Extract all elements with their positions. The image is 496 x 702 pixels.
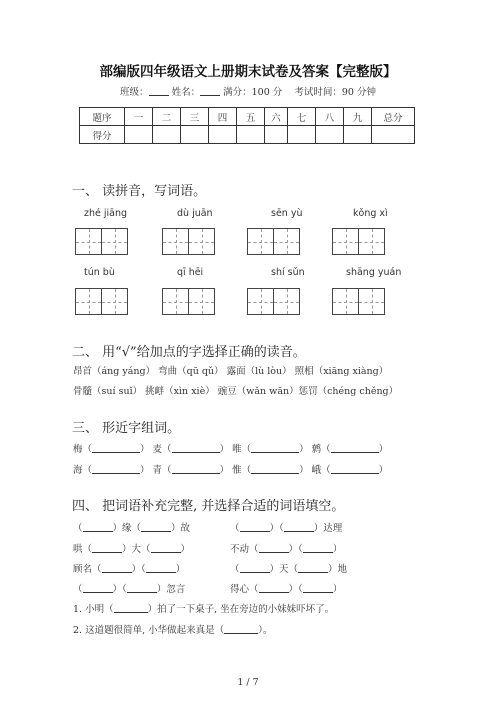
q4-text: ） bbox=[175, 564, 186, 575]
header-cell: 三 bbox=[181, 108, 209, 126]
pinyin: shí sǔn bbox=[271, 267, 305, 278]
q4-text: 哄（ bbox=[73, 544, 93, 555]
header-cell: 题序 bbox=[80, 108, 125, 126]
score-cell[interactable] bbox=[125, 126, 153, 144]
header-cell: 四 bbox=[209, 108, 237, 126]
name-label: 姓名： bbox=[171, 87, 201, 98]
writing-grid[interactable] bbox=[247, 228, 300, 255]
q4-text: ） bbox=[332, 584, 343, 595]
q4-item bbox=[73, 561, 185, 575]
q4-text: 得心（ bbox=[230, 584, 259, 595]
grid-cell[interactable] bbox=[358, 228, 385, 255]
q4-text: 2. 这道题很简单, 小华做起来真是（ bbox=[73, 625, 225, 636]
q4-text: ）天（ bbox=[269, 564, 299, 575]
grid-cell[interactable] bbox=[162, 228, 189, 255]
grid-cell[interactable] bbox=[162, 288, 189, 315]
q4-heading: 四、 把词语补充完整, 并选择合适的词语填空。 bbox=[72, 499, 345, 514]
q1-heading: 一、 读拼音，写词语。 bbox=[72, 184, 207, 199]
pinyin: shāng yuán bbox=[346, 267, 402, 278]
q4-text: （ bbox=[73, 584, 83, 595]
answer-blank[interactable] bbox=[146, 562, 176, 573]
header-cell: 六 bbox=[265, 108, 288, 126]
name-blank[interactable] bbox=[200, 85, 220, 96]
answer-blank[interactable] bbox=[114, 602, 148, 613]
q4-item bbox=[230, 581, 342, 595]
pinyin: kǒng xì bbox=[353, 208, 388, 219]
score-header-row bbox=[80, 108, 415, 126]
answer-blank[interactable] bbox=[259, 542, 289, 553]
q4-text: ）。 bbox=[258, 625, 273, 636]
q3-text: ） 青（ bbox=[140, 465, 172, 476]
answer-blank[interactable] bbox=[92, 463, 140, 474]
q4-text: ）拍了一下桌子, 坐在旁边的小妹妹吓坏了。 bbox=[147, 604, 335, 615]
q2-text: 骨 bbox=[73, 386, 83, 397]
q4-item bbox=[230, 520, 342, 534]
answer-blank[interactable] bbox=[240, 521, 270, 532]
q4-text: ）（ bbox=[269, 523, 284, 534]
answer-blank[interactable] bbox=[172, 442, 220, 453]
answer-blank[interactable] bbox=[102, 562, 132, 573]
answer-blank[interactable] bbox=[251, 442, 299, 453]
header-cell: 二 bbox=[153, 108, 181, 126]
answer-blank[interactable] bbox=[83, 582, 113, 593]
q4-text: ）故 bbox=[171, 523, 191, 534]
writing-grid[interactable] bbox=[75, 288, 128, 315]
score-cell[interactable] bbox=[237, 126, 265, 144]
exam-info bbox=[0, 84, 496, 98]
q4-item bbox=[73, 541, 190, 555]
score-cell[interactable] bbox=[153, 126, 181, 144]
score-table bbox=[79, 107, 415, 144]
q4-text: 不动（ bbox=[230, 544, 259, 555]
writing-grid[interactable] bbox=[332, 228, 385, 255]
full-score: 满分：100 分 bbox=[223, 87, 283, 98]
header-cell: 五 bbox=[237, 108, 265, 126]
q4-text: ）（ bbox=[131, 564, 146, 575]
grid-cell[interactable] bbox=[247, 288, 274, 315]
page-title: 部编版四年级语文上册期末试卷及答案【完整版】 bbox=[99, 64, 397, 80]
answer-blank[interactable] bbox=[92, 542, 122, 553]
score-cell[interactable] bbox=[344, 126, 372, 144]
q4-text: ） bbox=[332, 544, 343, 555]
answer-blank[interactable] bbox=[298, 562, 328, 573]
class-blank[interactable] bbox=[149, 85, 169, 96]
score-cell[interactable] bbox=[316, 126, 344, 144]
page-number: 1 / 7 bbox=[237, 677, 259, 688]
q2-line-2 bbox=[73, 383, 398, 397]
q4-item bbox=[73, 520, 190, 534]
q4-text: 1. 小明（ bbox=[73, 604, 114, 615]
q4-sentence-2 bbox=[73, 622, 272, 636]
answer-blank[interactable] bbox=[331, 442, 379, 453]
pinyin: zhé jiāng bbox=[84, 208, 128, 219]
q3-text: ） 麦（ bbox=[140, 444, 172, 455]
q3-text: 梅（ bbox=[73, 444, 93, 455]
q3-text: ） bbox=[378, 444, 389, 455]
q4-item bbox=[73, 581, 185, 595]
grid-cell[interactable] bbox=[358, 288, 385, 315]
grid-cell[interactable] bbox=[188, 228, 215, 255]
q4-text: ）缘（ bbox=[112, 523, 142, 534]
q2-text: （xiāng xiàng） bbox=[313, 366, 389, 377]
score-cell[interactable] bbox=[181, 126, 209, 144]
q3-text: ） 惟（ bbox=[219, 465, 252, 476]
dotted-char: 髓 bbox=[82, 386, 93, 397]
score-cell[interactable] bbox=[288, 126, 316, 144]
q3-text: ） 鹩（ bbox=[299, 444, 331, 455]
q2-line-1 bbox=[73, 363, 388, 377]
score-cell[interactable] bbox=[209, 126, 237, 144]
pinyin: dù juān bbox=[177, 208, 213, 219]
pinyin: sēn yù bbox=[271, 208, 303, 219]
grid-cell[interactable] bbox=[247, 228, 274, 255]
grid-cell[interactable] bbox=[75, 288, 102, 315]
writing-grid[interactable] bbox=[247, 288, 300, 315]
q4-text: （ bbox=[73, 523, 83, 534]
q2-text: （xìn xiè） bbox=[164, 386, 218, 397]
q4-text: ） bbox=[180, 544, 191, 555]
answer-blank[interactable] bbox=[83, 521, 113, 532]
grid-cell[interactable] bbox=[75, 228, 102, 255]
score-cell[interactable] bbox=[372, 126, 415, 144]
grid-cell[interactable] bbox=[273, 228, 300, 255]
writing-grid[interactable] bbox=[162, 288, 215, 315]
q2-text: 豆（wǎn wān）惩罚（chéng chěng） bbox=[227, 386, 399, 397]
header-cell: 九 bbox=[344, 108, 372, 126]
q3-text: ） bbox=[378, 465, 389, 476]
q2-text: 昂首（áng yáng） 弯曲（qū qǔ） bbox=[73, 366, 227, 377]
q2-text: （suí suǐ） 挑 bbox=[92, 386, 155, 397]
answer-blank[interactable] bbox=[92, 442, 140, 453]
exam-time: 考试时间：90 分钟 bbox=[294, 87, 376, 98]
q4-text: （ bbox=[230, 564, 240, 575]
q3-heading: 三、 形近字组词。 bbox=[72, 421, 181, 436]
q4-text: ）大（ bbox=[122, 544, 151, 555]
q2-heading: 二、 用“√”给加点的字选择正确的读音。 bbox=[72, 345, 306, 360]
answer-blank[interactable] bbox=[303, 542, 333, 553]
answer-blank[interactable] bbox=[172, 463, 220, 474]
q4-text: ）（ bbox=[288, 584, 303, 595]
answer-blank[interactable] bbox=[331, 463, 379, 474]
q4-sentence-1 bbox=[73, 601, 334, 615]
header-cell: 八 bbox=[316, 108, 344, 126]
answer-blank[interactable] bbox=[284, 521, 314, 532]
score-cell[interactable] bbox=[265, 126, 288, 144]
header-cell: 一 bbox=[125, 108, 153, 126]
dotted-char: 露 bbox=[226, 366, 237, 377]
answer-blank[interactable] bbox=[151, 542, 181, 553]
grid-cell[interactable] bbox=[332, 228, 359, 255]
q4-text: （ bbox=[230, 523, 240, 534]
grid-cell[interactable] bbox=[101, 228, 128, 255]
q3-text: ） 峨（ bbox=[299, 465, 331, 476]
answer-blank[interactable] bbox=[259, 582, 289, 593]
grid-cell[interactable] bbox=[188, 288, 215, 315]
dotted-char: 豌 bbox=[217, 386, 228, 397]
q4-text: ）（ bbox=[288, 544, 303, 555]
answer-blank[interactable] bbox=[303, 582, 333, 593]
q2-text: 面（lù lòu） 照 bbox=[236, 366, 305, 377]
pinyin: tún bù bbox=[84, 267, 115, 278]
writing-grid[interactable] bbox=[75, 228, 128, 255]
q3-text: ） 唯（ bbox=[219, 444, 252, 455]
grid-cell[interactable] bbox=[101, 288, 128, 315]
q3-row-1 bbox=[73, 441, 388, 455]
q4-text: ）达理 bbox=[313, 523, 343, 534]
header-cell: 七 bbox=[288, 108, 316, 126]
dotted-char: 衅 bbox=[154, 386, 165, 397]
pinyin: qī hēi bbox=[177, 267, 204, 278]
answer-blank[interactable] bbox=[224, 623, 258, 634]
answer-blank[interactable] bbox=[141, 521, 171, 532]
answer-blank[interactable] bbox=[251, 463, 299, 474]
writing-grid[interactable] bbox=[162, 228, 215, 255]
score-row-label: 得分 bbox=[80, 126, 125, 144]
grid-cell[interactable] bbox=[332, 288, 359, 315]
dotted-char: 相 bbox=[304, 366, 314, 377]
class-label: 班级： bbox=[120, 87, 149, 98]
grid-cell[interactable] bbox=[273, 288, 300, 315]
q4-item bbox=[230, 561, 347, 575]
answer-blank[interactable] bbox=[127, 582, 157, 593]
q4-text: ）地 bbox=[328, 564, 348, 575]
answer-blank[interactable] bbox=[240, 562, 270, 573]
header-cell: 总分 bbox=[372, 108, 415, 126]
q4-text: ）忽言 bbox=[156, 584, 186, 595]
q3-row-2 bbox=[73, 462, 388, 476]
q4-item bbox=[230, 541, 342, 555]
q4-text: ）（ bbox=[112, 584, 127, 595]
score-row bbox=[80, 126, 415, 144]
writing-grid[interactable] bbox=[332, 288, 385, 315]
q4-text: 顾名（ bbox=[73, 564, 102, 575]
q3-text: 海（ bbox=[73, 465, 93, 476]
